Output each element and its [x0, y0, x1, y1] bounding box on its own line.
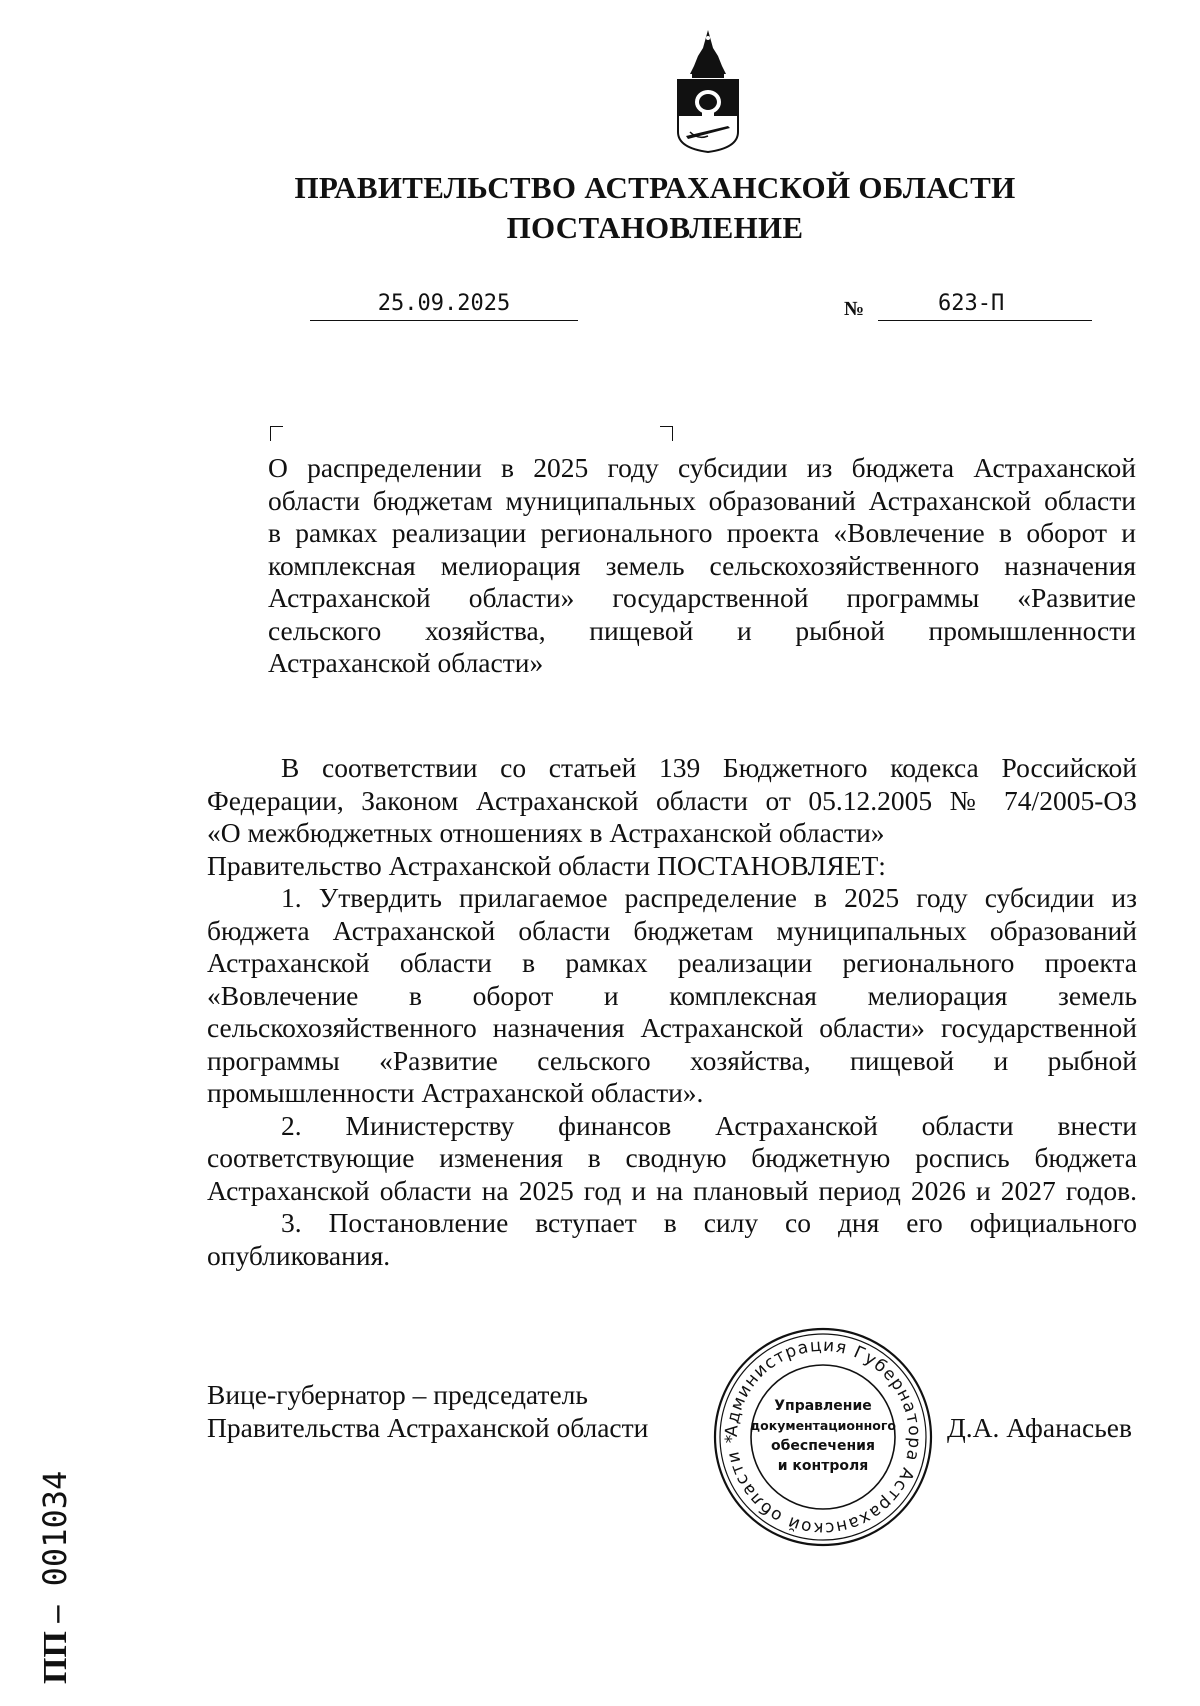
document-number-field — [878, 290, 1092, 321]
subject-line: Астраханской области» государственной программы «Развитие — [268, 582, 1136, 613]
subject-line: Астраханской области» — [268, 647, 544, 678]
document-body — [207, 752, 1137, 1272]
stamp-center-line: и контроля — [777, 1458, 869, 1474]
body-line: соответствующие изменения в сводную бюджетную роспись бюджета — [207, 1142, 1137, 1173]
body-line: Астраханской области в рамках реализации регионального проекта — [207, 947, 1137, 978]
subject-corner-left — [270, 426, 283, 441]
stamp-center-line: документационного — [750, 1418, 896, 1433]
stamp-center-line: обеспечения — [771, 1438, 875, 1454]
body-line: «О межбюджетных отношениях в Астраханской области» — [207, 817, 885, 848]
svg-text:Администрация Губернатора Астр — [722, 1336, 924, 1538]
subject-line: комплексная мелиорация земель сельскохозяйственного назначения — [268, 549, 1136, 581]
registration-code — [36, 1394, 76, 1694]
stamp-ring-text: Администрация Губернатора Астраханской области * — [721, 1335, 925, 1539]
subject-line: О распределении в 2025 году субсидии из бюджета Астраханской — [268, 452, 1136, 483]
subject-corner-right — [660, 426, 673, 441]
body-line: 1. Утвердить прилагаемое распределение в 2025 году субсидии из — [281, 882, 1137, 913]
document-number: 623-П — [938, 291, 1005, 316]
body-line: программы «Развитие сельского хозяйства, пищевой и рыбной — [207, 1044, 1137, 1076]
signatory-position-line: Правительства Астраханской области — [207, 1412, 649, 1443]
heading-government: ПРАВИТЕЛЬСТВО АСТРАХАНСКОЙ ОБЛАСТИ — [294, 170, 1016, 205]
body-line: промышленности Астраханской области». — [207, 1077, 704, 1108]
body-line: «Вовлечение в оборот и комплексная мелиорация земель — [207, 979, 1137, 1011]
document-subject — [268, 452, 1136, 680]
signatory-position — [207, 1378, 648, 1444]
subject-line: сельского хозяйства, пищевой и рыбной промышленности — [268, 614, 1136, 646]
document-heading — [250, 168, 1060, 248]
body-line: Астраханской области на 2025 год и на плановый период 2026 и 2027 годов. — [207, 1174, 1137, 1206]
official-stamp — [712, 1326, 934, 1548]
stamp-center-line: Управление — [774, 1398, 872, 1414]
subject-line: в рамках реализации регионального проекта «Вовлечение в оборот и — [268, 517, 1136, 548]
number-sign: № — [844, 298, 865, 320]
subject-line: области бюджетам муниципальных образований Астраханской области — [268, 484, 1136, 516]
signatory-name: Д.А. Афанасьев — [947, 1412, 1132, 1443]
heading-resolution: ПОСТАНОВЛЕНИЕ — [506, 210, 804, 245]
coat-of-arms-icon — [672, 28, 744, 154]
body-line: 2. Министерству финансов Астраханской области внести — [281, 1109, 1137, 1141]
body-line: Федерации, Законом Астраханской области от 05.12.2005 № 74/2005-ОЗ — [207, 784, 1137, 816]
body-line: В соответствии со статьей 139 Бюджетного кодекса Российской — [281, 752, 1137, 783]
registration-prefix: ПП – — [37, 1605, 74, 1684]
body-line: 3. Постановление вступает в силу со дня его официального — [281, 1207, 1137, 1238]
body-line: бюджета Астраханской области бюджетам муниципальных образований — [207, 914, 1137, 946]
registration-number: 001034 — [36, 1470, 74, 1587]
body-line: сельскохозяйственного назначения Астраханской области» государственной — [207, 1012, 1137, 1043]
document-date: 25.09.2025 — [310, 290, 578, 321]
body-line: опубликования. — [207, 1239, 391, 1271]
signatory-position-line: Вице-губернатор – председатель — [207, 1379, 588, 1410]
body-line: Правительство Астраханской области ПОСТАНОВЛЯЕТ: — [207, 849, 886, 881]
